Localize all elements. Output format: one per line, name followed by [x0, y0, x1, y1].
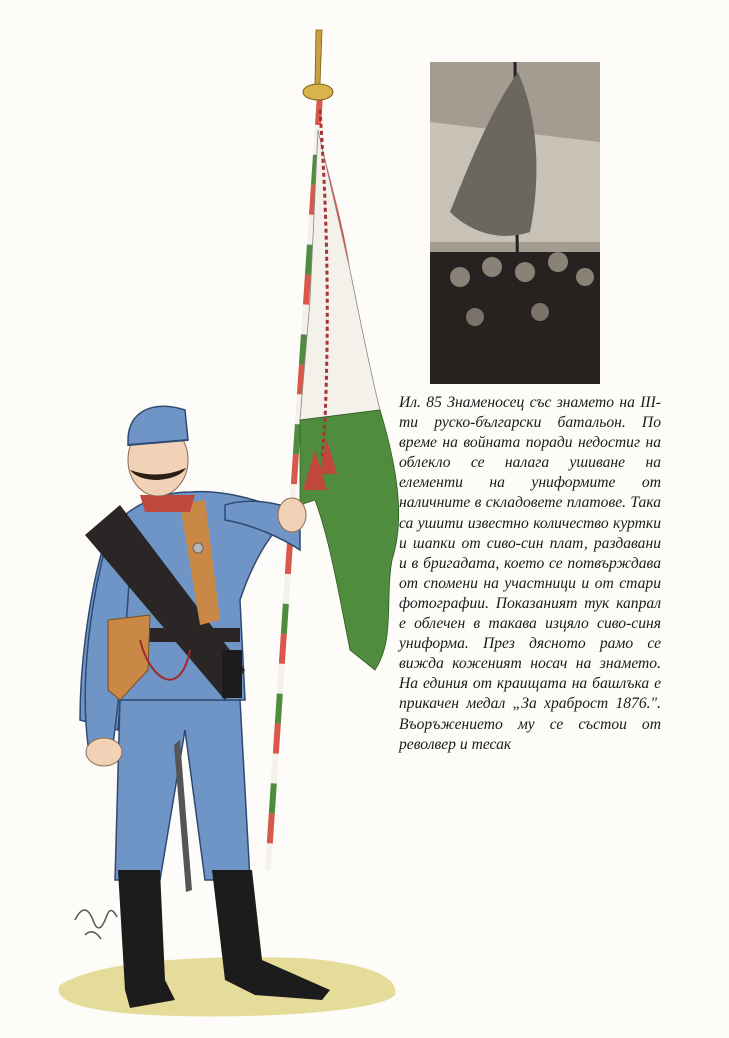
pole-finial-ball: [303, 84, 333, 100]
left-hand: [86, 738, 122, 766]
pole-spearhead: [315, 30, 322, 84]
flag-green-stripe: [300, 410, 399, 670]
illustration-caption: [399, 393, 661, 755]
forage-cap: [128, 406, 188, 445]
historical-photo: [430, 62, 600, 384]
caption-text: Знаменосец със знамето на III-ти руско-български батальон. По време на войната поради недостиг на облекло се налага ушиване на елементи на униформите от наличните в складовете платове. Така са ушити известно количество куртки и шапки от сиво-син плат, раздавани и в бригадата, което се потвърждава от спомени на участници и от стари фотографии. Показаният тук капрал е облечен в такава изцяло сиво-синя униформа. През дясното рамо се вижда кожeният носач на знамето. На единия от краищата на башлъка е прикачен медал „За храброст 1876.". Въоръжението му се състои от револвер и тесак: [399, 394, 661, 753]
left-boot: [118, 870, 175, 1008]
ammo-pouch: [222, 650, 242, 698]
artist-signature: [75, 910, 117, 939]
jacket-collar: [140, 495, 195, 512]
bravery-medal: [193, 543, 203, 553]
caption-label: Ил. 85: [399, 394, 442, 411]
photo-drawing: [430, 62, 600, 384]
right-hand: [278, 498, 306, 532]
